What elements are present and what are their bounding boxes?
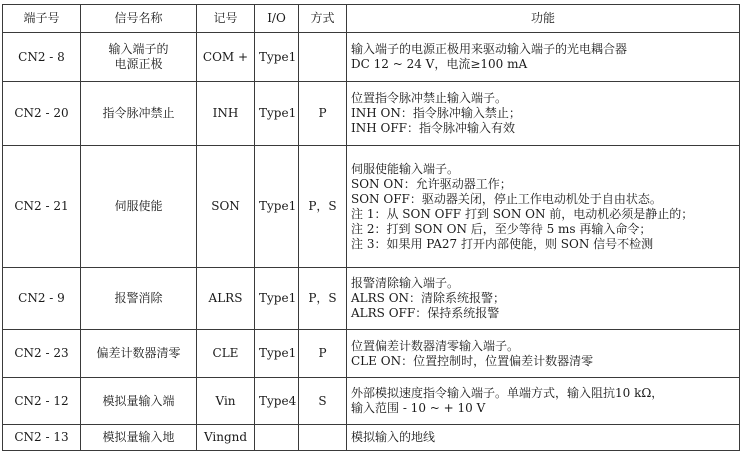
function-line: 注 2：打到 SON ON 后，至少等待 5 ms 再输入命令； xyxy=(351,221,652,236)
mode-cell xyxy=(299,425,347,451)
table-row xyxy=(3,82,740,146)
signal-table xyxy=(2,4,740,451)
terminal-cell: CN2 - 8 xyxy=(3,33,81,82)
io-cell xyxy=(255,425,299,451)
function-line: SON OFF：驱动器关闭，停止工作电动机处于自由状态。 xyxy=(351,191,662,206)
table-row xyxy=(3,425,740,451)
function-line: 伺服使能输入端子。 xyxy=(351,161,460,176)
signal-name-cell xyxy=(81,378,197,425)
function-line: 输入端子的电源正极用来驱动输入端子的光电耦合器 xyxy=(351,42,628,56)
function-line: 报警清除输入端子。 xyxy=(351,276,460,290)
function-line: DC 12 ~ 24 V，电流≥100 mA xyxy=(351,57,528,71)
signal-name-line: 输入端子的 xyxy=(108,42,169,56)
terminal-cell: CN2 - 23 xyxy=(3,330,81,378)
function-line: INH OFF：指令脉冲输入有效 xyxy=(351,121,516,135)
table-row xyxy=(3,268,740,330)
signal-name-line: 报警消除 xyxy=(114,291,163,305)
table-row xyxy=(3,33,740,82)
function-line: CLE ON：位置控制时，位置偏差计数器清零 xyxy=(351,353,594,368)
function-line: 外部模拟速度指令输入端子。单端方式，输入阻抗10 kΩ， xyxy=(351,386,664,400)
terminal-cell: CN2 - 12 xyxy=(3,378,81,425)
symbol-cell: COM + xyxy=(197,33,255,82)
signal-name-cell xyxy=(81,268,197,330)
signal-name-line: 偏差计数器清零 xyxy=(96,346,181,360)
function-line: 注 1：从 SON OFF 打到 SON ON 前，电动机必须是静止的； xyxy=(351,206,694,221)
signal-name-cell xyxy=(81,33,197,82)
io-cell: Type1 xyxy=(255,330,299,378)
function-line: 输入范围 - 10 ~ + 10 V xyxy=(351,401,486,415)
header-function: 功能 xyxy=(347,5,740,33)
io-cell: Type1 xyxy=(255,146,299,268)
io-cell: Type4 xyxy=(255,378,299,425)
symbol-cell: SON xyxy=(197,146,255,268)
function-line: 模拟输入的地线 xyxy=(351,430,436,444)
io-cell: Type1 xyxy=(255,268,299,330)
terminal-cell: CN2 - 13 xyxy=(3,425,81,451)
terminal-cell: CN2 - 21 xyxy=(3,146,81,268)
io-cell: Type1 xyxy=(255,82,299,146)
table-row xyxy=(3,378,740,425)
header-signal-name: 信号名称 xyxy=(81,5,197,33)
header-row xyxy=(3,5,740,33)
header-terminal: 端子号 xyxy=(3,5,81,33)
function-cell xyxy=(347,33,740,82)
io-cell: Type1 xyxy=(255,33,299,82)
mode-cell xyxy=(299,33,347,82)
mode-cell: P，S xyxy=(299,146,347,268)
function-line: 注 3：如果用 PA27 打开内部使能，则 SON 信号不检测 xyxy=(351,236,654,251)
signal-name-line: 指令脉冲禁止 xyxy=(102,106,175,120)
header-symbol: 记号 xyxy=(197,5,255,33)
function-cell xyxy=(347,378,740,425)
signal-name-line: 模拟量输入端 xyxy=(102,393,175,408)
signal-name-line: 电源正极 xyxy=(114,57,163,71)
header-io: I/O xyxy=(255,5,299,33)
function-line: ALRS OFF：保持系统报警 xyxy=(351,306,500,320)
signal-name-cell xyxy=(81,82,197,146)
function-cell xyxy=(347,146,740,268)
function-cell xyxy=(347,425,740,451)
symbol-cell: CLE xyxy=(197,330,255,378)
signal-name-cell xyxy=(81,425,197,451)
function-cell xyxy=(347,330,740,378)
mode-cell: P xyxy=(299,82,347,146)
table-row xyxy=(3,330,740,378)
function-line: INH ON：指令脉冲输入禁止； xyxy=(351,106,521,120)
mode-cell: P xyxy=(299,330,347,378)
symbol-cell: INH xyxy=(197,82,255,146)
mode-cell: S xyxy=(299,378,347,425)
function-line: 位置指令脉冲禁止输入端子。 xyxy=(351,91,508,105)
signal-name-cell xyxy=(81,330,197,378)
signal-name-cell xyxy=(81,146,197,268)
symbol-cell: ALRS xyxy=(197,268,255,330)
function-cell xyxy=(347,268,740,330)
function-line: ALRS ON：清除系统报警； xyxy=(351,291,506,305)
symbol-cell: Vin xyxy=(197,378,255,425)
symbol-cell: Vingnd xyxy=(197,425,255,451)
header-mode: 方式 xyxy=(299,5,347,33)
signal-name-line: 模拟量输入地 xyxy=(102,430,175,444)
terminal-cell: CN2 - 20 xyxy=(3,82,81,146)
table-row xyxy=(3,146,740,268)
mode-cell: P，S xyxy=(299,268,347,330)
signal-name-line: 伺服使能 xyxy=(114,199,163,213)
terminal-cell: CN2 - 9 xyxy=(3,268,81,330)
function-line: 位置偏差计数器清零输入端子。 xyxy=(351,338,520,353)
function-cell xyxy=(347,82,740,146)
function-line: SON ON：允许驱动器工作； xyxy=(351,176,512,191)
